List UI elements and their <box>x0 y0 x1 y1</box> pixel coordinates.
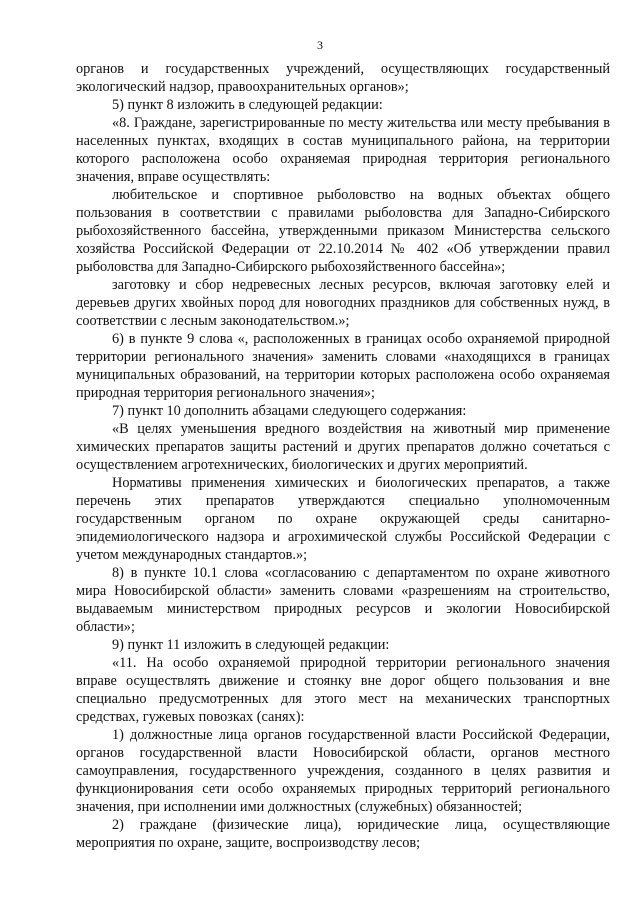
paragraph-item-9: 9) пункт 11 изложить в следующей редакции: <box>112 637 390 653</box>
paragraph-item-8: 8) в пункте 10.1 слова «согласованию с департаментом по охране животного мира Новосибирской области» заменить словами «разрешениям на строительство, выдаваемым министерством природных ресурсов и экологии Новосибирской области»; <box>76 565 610 635</box>
paragraph-item-6: 6) в пункте 9 слова «, расположенных в границах особо охраняемой природной территории регионального значения» заменить словами «находящихся в границах муниципальных образований, на территории которых расположена особо охраняемая природная территория регионального значения»; <box>76 331 610 401</box>
document-body <box>76 60 610 852</box>
page-number: 3 <box>317 38 323 52</box>
paragraph-point-11: «11. На особо охраняемой природной территории регионального значения вправе осуществлять движение и стоянку вне дорог общего пользования и вне специально предусмотренных для этого мест на механических транспортных средствах, гужевых повозках (санях): <box>76 655 610 725</box>
paragraph-item-7: 7) пункт 10 дополнить абзацами следующего содержания: <box>112 403 467 419</box>
paragraph-continuation: органов и государственных учреждений, осуществляющих государственный экологический надзор, правоохранительных органов»; <box>76 61 610 95</box>
paragraph-subitem-1: 1) должностные лица органов государственной власти Российской Федерации, органов государственной власти Новосибирской области, органов местного самоуправления, государственного учреждения, созданного в целях развития и функционирования сети особо охраняемых природных территорий регионального значения, при исполнении ими должностных (служебных) обязанностей; <box>76 727 610 815</box>
paragraph-item-5: 5) пункт 8 изложить в следующей редакции: <box>112 97 383 113</box>
paragraph-point-8: «8. Граждане, зарегистрированные по месту жительства или месту пребывания в населенных пунктах, входящих в состав муниципального района, на территории которого расположена особо охраняемая природная территория регионального значения, вправе осуществлять: <box>76 115 610 185</box>
paragraph-forest-resources: заготовку и сбор недревесных лесных ресурсов, включая заготовку елей и деревьев других хвойных пород для новогодних праздников для собственных нужд, в соответствии с лесным законодательством.»; <box>76 277 610 329</box>
paragraph-norms: Нормативы применения химических и биологических препаратов, а также перечень этих препаратов утверждаются специально уполномоченным государственным органом по охране окружающей среды санитарно-эпидемиологического надзора и агрохимической службы Российской Федерации с учетом международных стандартов.»; <box>76 475 610 563</box>
paragraph-fishing: любительское и спортивное рыболовство на водных объектах общего пользования в соответствии с правилами рыболовства для Западно-Сибирского рыбохозяйственного бассейна, утвержденными приказом Министерства сельского хозяйства Российской Федерации от 22.10.2014 № 402 «Об утверждении правил рыболовства для Западно-Сибирского рыбохозяйственного бассейна»; <box>76 187 610 275</box>
paragraph-chemicals: «В целях уменьшения вредного воздействия на животный мир применение химических препаратов защиты растений и других препаратов должно сочетаться с осуществлением агротехнических, биологических и других мероприятий. <box>76 421 610 473</box>
paragraph-subitem-2: 2) граждане (физические лица), юридические лица, осуществляющие мероприятия по охране, защите, воспроизводству лесов; <box>76 817 610 851</box>
